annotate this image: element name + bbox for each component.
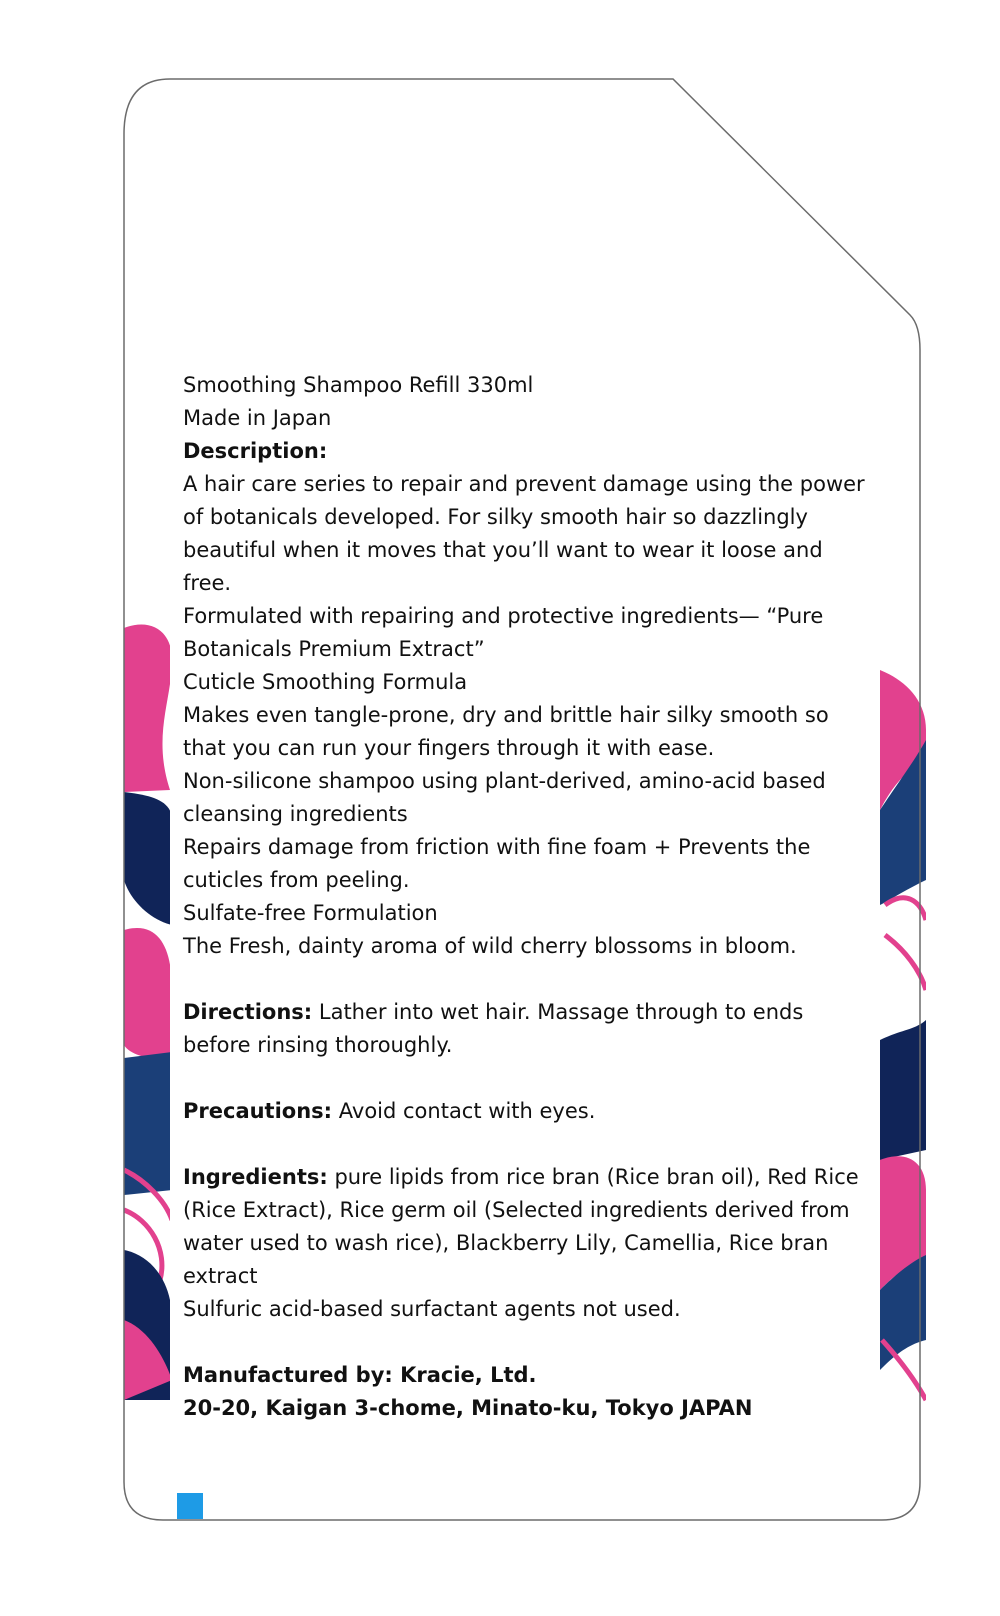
directions-text: Lather into wet hair. Massage through to ends before rinsing thoroughly. (183, 1000, 804, 1057)
blue-marker-square (177, 1493, 203, 1519)
precautions-paragraph (183, 1095, 873, 1128)
non-silicone-text: Non-silicone shampoo using plant-derived, amino-acid based cleansing ingredients (183, 769, 826, 826)
left-floral-pattern (124, 600, 172, 1400)
product-origin: Made in Japan (183, 406, 332, 430)
product-title: Smoothing Shampoo Refill 330ml (183, 373, 534, 397)
manufacturer-line: Manufactured by: Kracie, Ltd. (183, 1363, 537, 1387)
description-heading: Description: (183, 439, 328, 463)
precautions-label: Precautions: (183, 1099, 333, 1123)
ingredients-label: Ingredients: (183, 1165, 328, 1189)
right-floral-pattern (880, 640, 926, 1410)
precautions-text: Avoid contact with eyes. (332, 1099, 596, 1123)
directions-label: Directions: (183, 1000, 313, 1024)
directions-paragraph (183, 996, 873, 1062)
description-formulated: Formulated with repairing and protective ingredients— “Pure Botanicals Premium Extract” (183, 604, 824, 661)
label-text-block (183, 369, 873, 1425)
aroma-text: The Fresh, dainty aroma of wild cherry blossoms in bloom. (183, 934, 797, 958)
cuticle-text: Makes even tangle-prone, dry and brittle hair silky smooth so that you can run your fingers through it with ease. (183, 703, 829, 760)
repairs-text: Repairs damage from friction with fine foam + Prevents the cuticles from peeling. (183, 835, 811, 892)
ingredients-paragraph (183, 1161, 873, 1293)
ingredients-note: Sulfuric acid-based surfactant agents not used. (183, 1297, 681, 1321)
sulfate-free-text: Sulfate-free Formulation (183, 901, 438, 925)
navy-leaf-shape (880, 1020, 926, 1160)
ingredients-text: pure lipids from rice bran (Rice bran oil), Red Rice (Rice Extract), Rice germ oil (Selected ingredients derived from water used to wash rice), Blackberry Lily, Camellia, Rice bran extract (183, 1165, 859, 1288)
manufacturer-address: 20-20, Kaigan 3-chome, Minato-ku, Tokyo JAPAN (183, 1396, 753, 1420)
cuticle-heading: Cuticle Smoothing Formula (183, 670, 468, 694)
description-intro: A hair care series to repair and prevent damage using the power of botanicals developed. For silky smooth hair so dazzlingly beautiful when it moves that you’ll want to wear it loose and free. (183, 472, 865, 595)
pink-petal-shape (124, 928, 172, 1060)
